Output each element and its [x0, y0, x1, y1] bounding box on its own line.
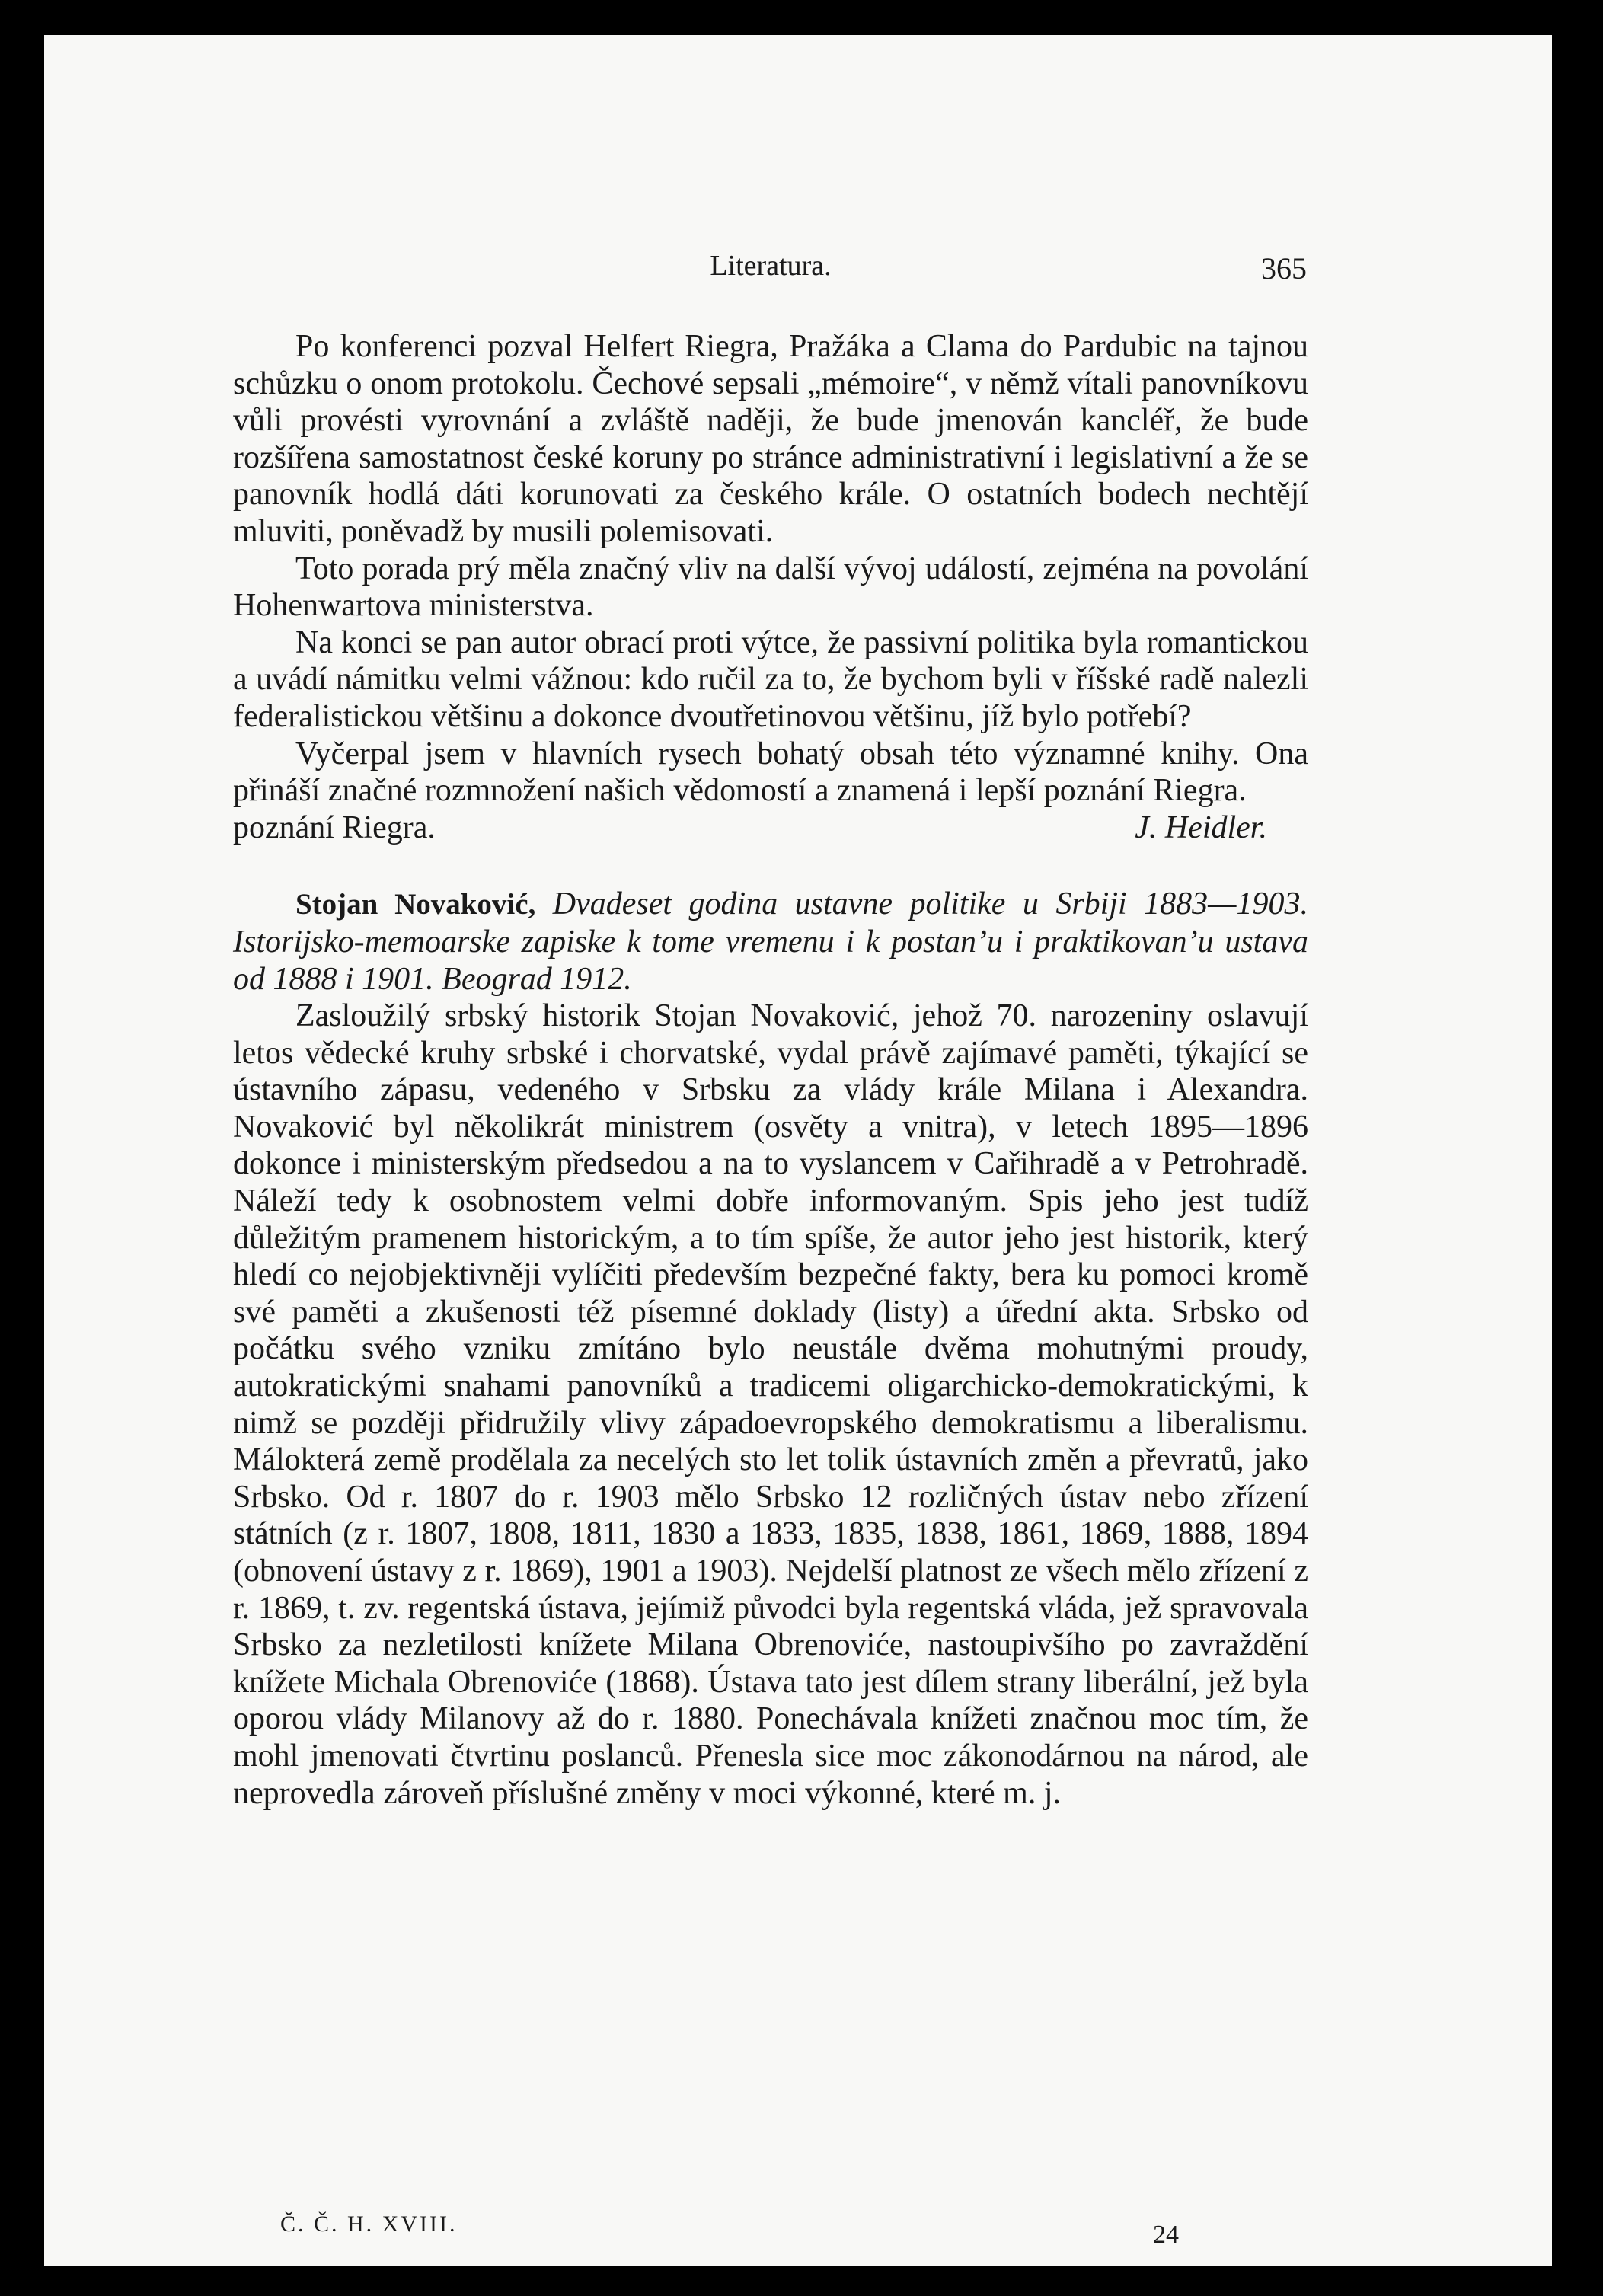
sheet-number: 24	[1153, 2221, 1179, 2249]
review-signature	[233, 810, 1308, 847]
signature-lead: poznání Riegra.	[233, 810, 436, 845]
reviewer-name: J. Heidler.	[1135, 810, 1267, 845]
signature-mark: Č. Č. H. XVIII.	[280, 2211, 458, 2237]
book-page	[233, 247, 1308, 2249]
entry-title: Dvadeset godina ustavne politike u Srbiji 1883—1903. Istorijsko-memoarske zapiske k tome vremenu i k postan’u i praktikovan’u ustava od 1888 i 1901. Beograd 1912.	[233, 886, 1308, 997]
running-title: Literatura.	[710, 250, 832, 282]
page-header	[233, 247, 1308, 293]
paragraph: Po konferenci pozval Helfert Riegra, Pražáka a Clama do Pardubic na tajnou schůzku o onom protokolu. Čechové sepsali „mémoire“, v němž vítali panovníkovu vůli provésti vyrovnání a zvláště naději, že bude jmenován kancléř, že bude rozšířena samostatnost české koruny po stránce administrativní i legislativní a že se panovník hodlá dáti korunovati za českého krále. O ostatních bodech nechtějí mluviti, poněvadž by musili polemisovati.	[233, 329, 1308, 549]
page-number: 365	[1261, 251, 1307, 286]
entry-body: Zasloužilý srbský historik Stojan Novaković, jehož 70. narozeniny oslavují letos vědecké kruhy srbské i chorvatské, vydal právě zajímavé paměti, týkající se ústavního zápasu, vedeného v Srbsku za vlády krále Milana i Alexandra. Novaković byl několikrát ministrem (osvěty a vnitra), v letech 1895—1896 dokonce i ministerským předsedou a na to vyslancem v Cařihradě a v Petrohradě. Náleží tedy k osobnostem velmi dobře informovaným. Spis jeho jest tudíž důležitým pramenem historickým, a to tím spíše, že autor jeho jest historik, který hledí co nejobjektivněji vylíčiti především bezpečné fakty, bera ku pomoci kromě své paměti a zkušenosti též písemné doklady (listy) a úřední akta. Srbsko od počátku svého vzniku zmítáno bylo neustále dvěma mohutnými proudy, autokratickými snahami panovníků a tradicemi oligarchicko-demokratickými, k nimž se později přidružily vlivy západoevropského demokratismu a liberalismu. Málokterá země prodělala za necelých sto let tolik ústavních změn a převratů, jako Srbsko. Od r. 1807 do r. 1903 mělo Srbsko 12 rozličných ústav nebo zřízení státních (z r. 1807, 1808, 1811, 1830 a 1833, 1835, 1838, 1861, 1869, 1888, 1894 (obnovení ústavy z r. 1869), 1901 a 1903). Nejdelší platnost ze všech mělo zřízení z r. 1869, t. zv. regentská ústava, jejímiž původci byla regentská vláda, jež spravovala Srbsko za nezletilosti knížete Milana Obrenoviće, nastoupivšího po zavraždění knížete Michala Obrenoviće (1868). Ústava tato jest dílem strany liberální, jež byla oporou vlády Milanovy až do r. 1880. Ponechávala knížeti značnou moc tím, že mohl jmenovati čtvrtinu poslanců. Přenesla sice moc zákonodárnou na národ, ale neprovedla zároveň příslušné změny v moci výkonné, které m. j.	[233, 998, 1308, 1811]
review-entry-heading	[233, 886, 1308, 998]
paragraph: Vyčerpal jsem v hlavních rysech bohatý obsah této významné knihy. Ona přináší značné rozmnožení našich vědomostí a znamená i lepší poznání Riegra.	[233, 736, 1308, 809]
paragraph: Na konci se pan autor obrací proti výtce, že passivní politika byla romantickou a uvádí námitku velmi vážnou: kdo ručil za to, že bychom byli v říšské radě nalezli federalistickou většinu a dokonce dvoutřetinovou většinu, jíž bylo potřebí?	[233, 624, 1308, 734]
entry-author: Stojan Novaković,	[295, 888, 536, 921]
paragraph: Toto porada prý měla značný vliv na další vývoj událostí, zejména na povolání Hohenwartova ministerstva.	[233, 551, 1308, 624]
page-footer	[280, 2206, 1308, 2252]
